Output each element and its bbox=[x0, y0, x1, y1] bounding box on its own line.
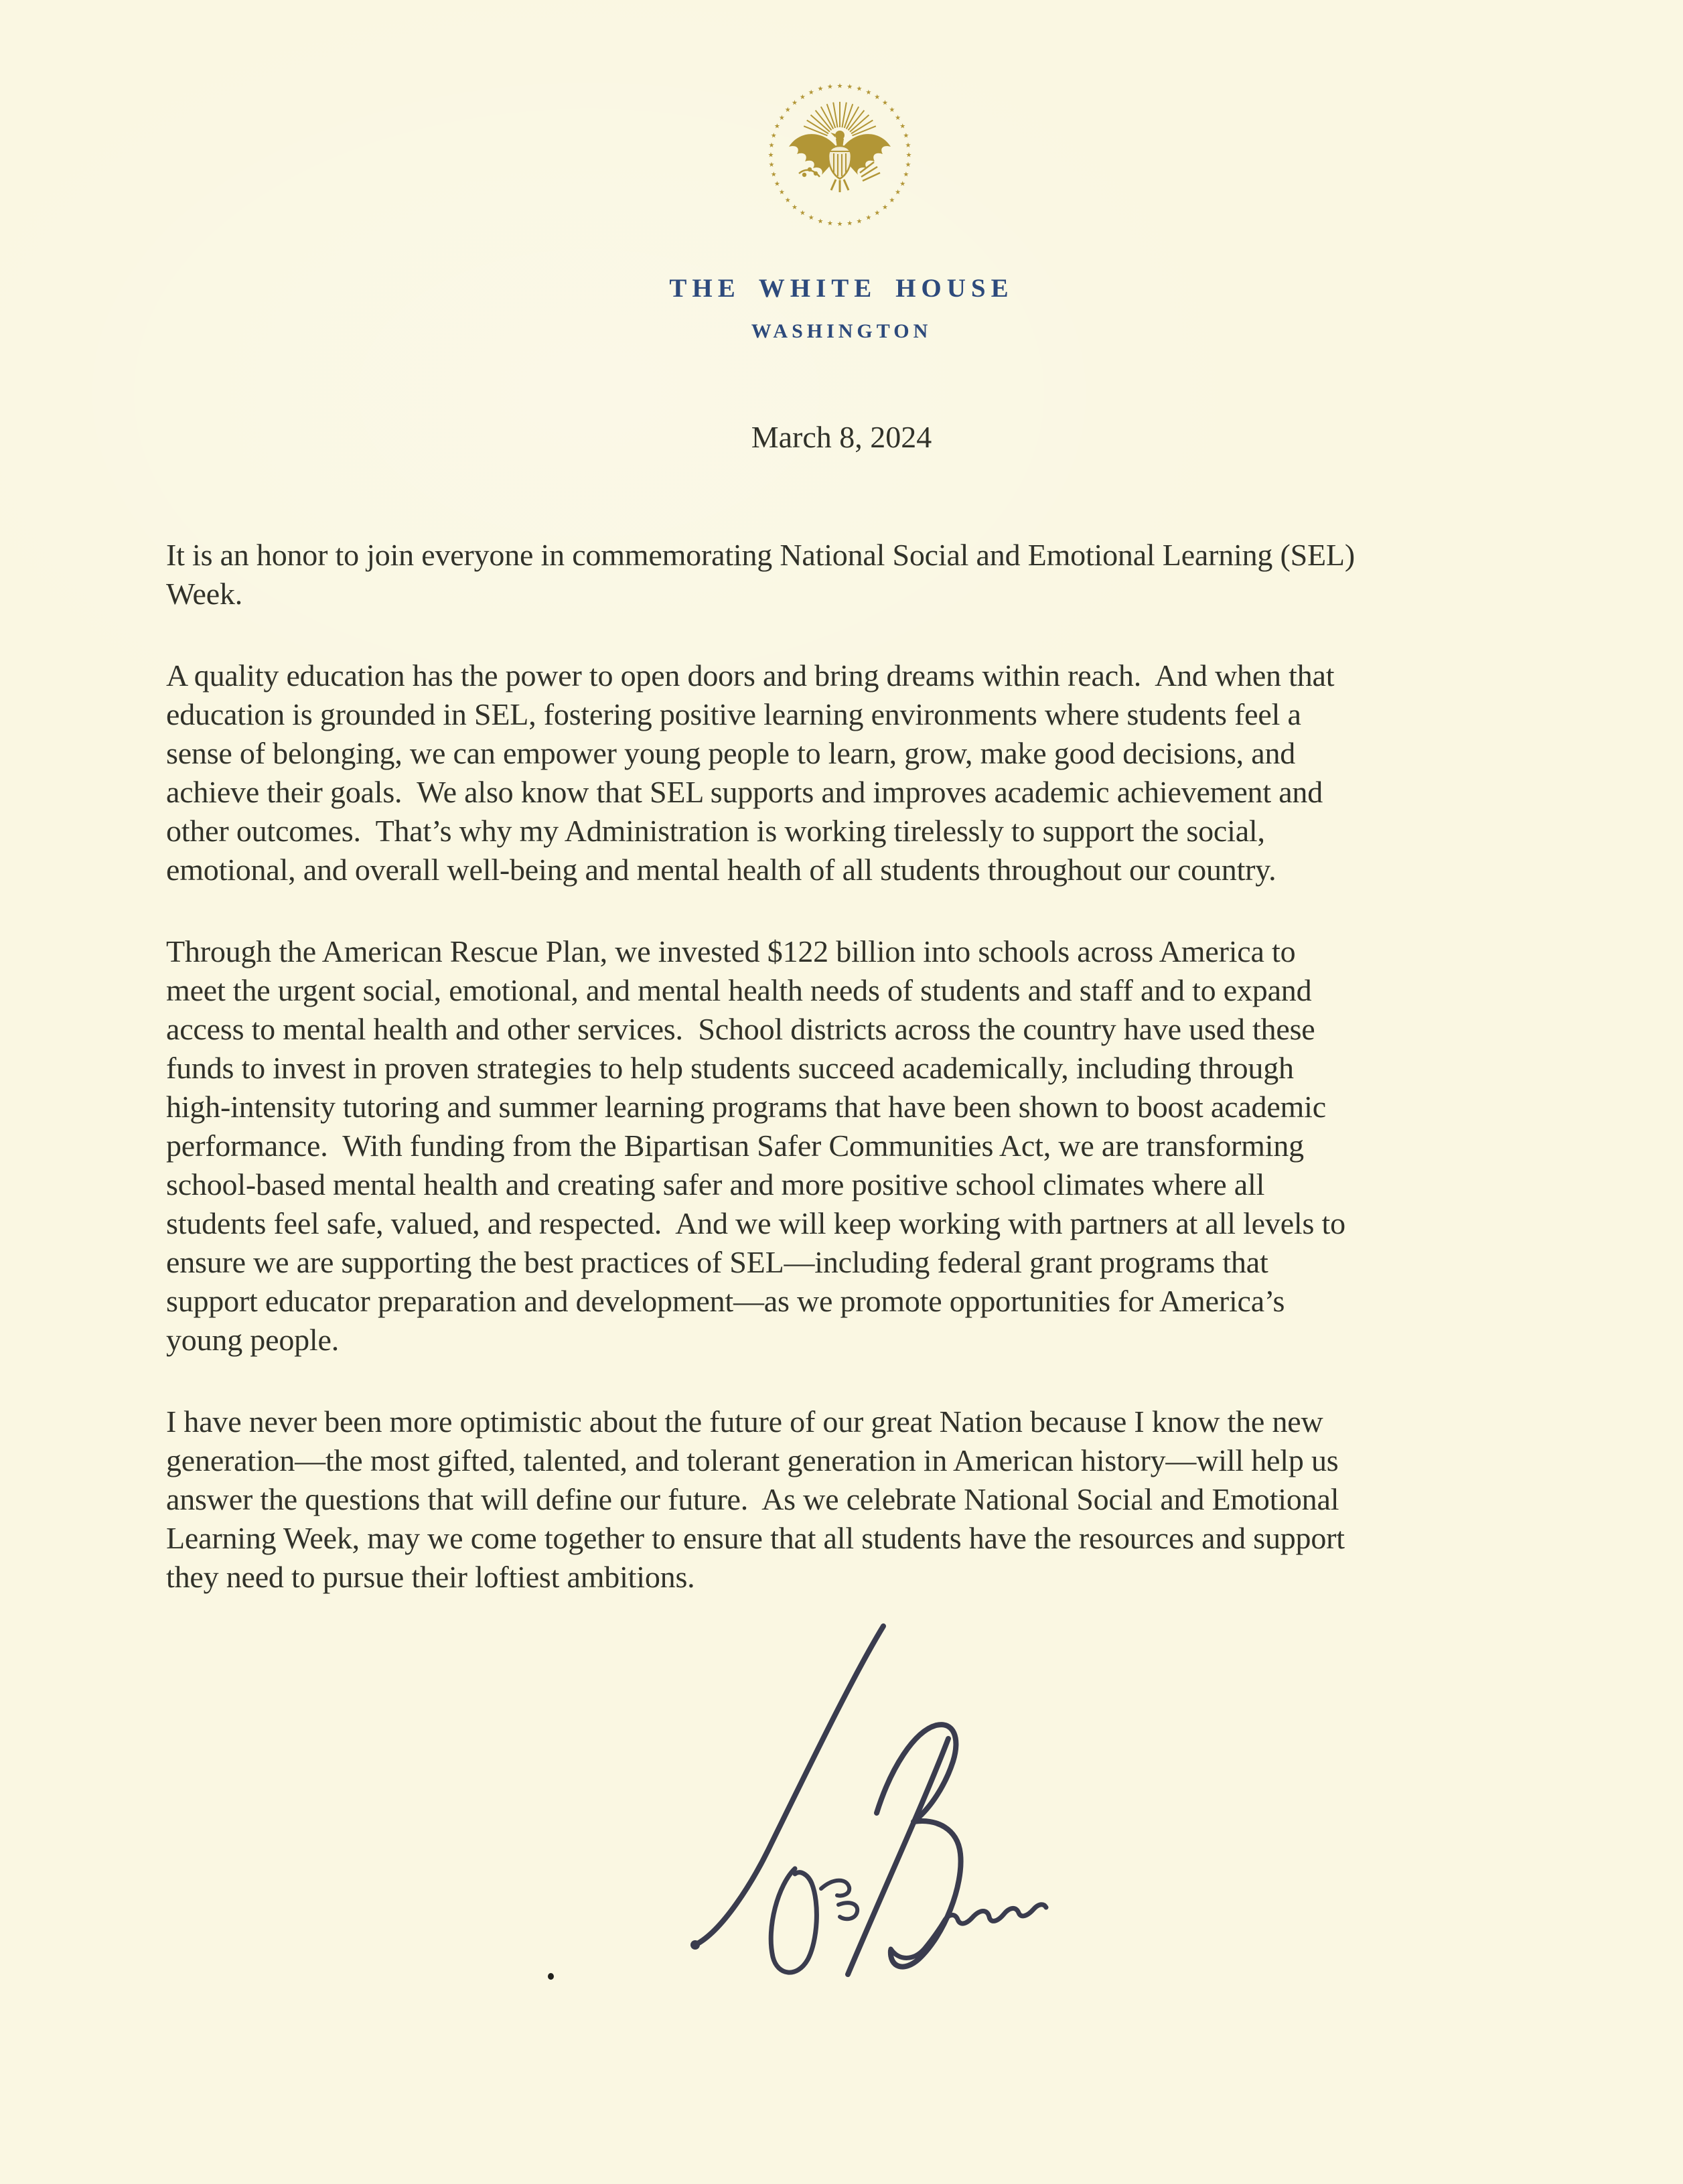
text-line: young people. bbox=[166, 1323, 340, 1357]
seal-star: ★ bbox=[895, 189, 901, 197]
text-line: I have never been more optimistic about the future of our great Nation because I know the new bbox=[166, 1404, 1323, 1439]
seal-star: ★ bbox=[774, 123, 780, 131]
seal-star: ★ bbox=[826, 220, 833, 228]
text-line: Through the American Rescue Plan, we invested $122 billion into schools across America to bbox=[166, 934, 1296, 968]
seal-star: ★ bbox=[889, 197, 895, 204]
text-line: achieve their goals. We also know that SEL supports and improves academic achievement and bbox=[166, 775, 1323, 809]
seal-star: ★ bbox=[808, 88, 814, 96]
seal-star: ★ bbox=[799, 93, 806, 101]
presidential-seal-icon bbox=[766, 82, 913, 229]
signature bbox=[630, 1601, 1098, 2003]
paragraph bbox=[166, 932, 1546, 1360]
seal-star: ★ bbox=[784, 197, 791, 204]
seal-star: ★ bbox=[865, 88, 872, 96]
eagle-tail bbox=[831, 179, 849, 192]
text-line: performance. With funding from the Bipartisan Safer Communities Act, we are transforming bbox=[166, 1129, 1304, 1163]
seal-star: ★ bbox=[792, 204, 798, 212]
seal-star: ★ bbox=[836, 82, 843, 90]
seal-star: ★ bbox=[905, 161, 911, 169]
text-line: school-based mental health and creating safer and more positive school climates where all bbox=[166, 1167, 1265, 1202]
seal-star: ★ bbox=[882, 204, 888, 212]
letter-body bbox=[166, 536, 1546, 1640]
ink-dot bbox=[548, 1973, 554, 1980]
seal-star: ★ bbox=[799, 210, 806, 218]
seal-star: ★ bbox=[836, 220, 843, 228]
text-line: funds to invest in proven strategies to help students succeed academically, including through bbox=[166, 1051, 1294, 1085]
text-line: support educator preparation and development—as we promote opportunities for America’s bbox=[166, 1284, 1285, 1318]
text-line: students feel safe, valued, and respected. And we will keep working with partners at all levels to bbox=[166, 1206, 1345, 1240]
paragraph bbox=[166, 656, 1546, 889]
seal-star: ★ bbox=[808, 214, 814, 222]
text-line: they need to pursue their loftiest ambitions. bbox=[166, 1560, 695, 1594]
seal-star: ★ bbox=[905, 141, 911, 149]
text-line: meet the urgent social, emotional, and mental health needs of students and staff and to expand bbox=[166, 973, 1312, 1007]
letterhead-title: THE WHITE HOUSE bbox=[669, 274, 1014, 303]
seal-star: ★ bbox=[817, 218, 824, 226]
seal-star: ★ bbox=[847, 83, 853, 91]
olive-leaf bbox=[808, 167, 812, 171]
text-line: access to mental health and other services. School districts across the country have used these bbox=[166, 1012, 1315, 1046]
seal-star: ★ bbox=[774, 180, 780, 188]
seal-star: ★ bbox=[874, 210, 881, 218]
seal-star: ★ bbox=[865, 214, 872, 222]
seal-star: ★ bbox=[889, 106, 895, 114]
seal-star: ★ bbox=[817, 85, 824, 93]
seal-star: ★ bbox=[895, 114, 901, 122]
seal-star: ★ bbox=[899, 123, 906, 131]
seal-star: ★ bbox=[778, 114, 785, 122]
paragraph bbox=[166, 536, 1546, 613]
text-line: generation—the most gifted, talented, and tolerant generation in American history—will help us bbox=[166, 1443, 1339, 1477]
text-line: emotional, and overall well-being and mental health of all students throughout our country. bbox=[166, 853, 1276, 887]
seal-star: ★ bbox=[856, 218, 863, 226]
seal-star: ★ bbox=[792, 99, 798, 107]
text-line: Learning Week, may we come together to ensure that all students have the resources and support bbox=[166, 1521, 1345, 1555]
seal-star: ★ bbox=[768, 161, 775, 169]
text-line: answer the questions that will define our future. As we celebrate National Social and Emotional bbox=[166, 1482, 1339, 1516]
seal-star: ★ bbox=[768, 141, 775, 149]
seal-star: ★ bbox=[767, 151, 774, 159]
olive-leaf bbox=[814, 171, 818, 175]
eagle-beak bbox=[830, 133, 835, 137]
seal-star: ★ bbox=[770, 171, 777, 179]
text-line: It is an honor to join everyone in commemorating National Social and Emotional Learning (SEL) bbox=[166, 538, 1355, 572]
seal-star: ★ bbox=[784, 106, 791, 114]
seal-star: ★ bbox=[903, 132, 909, 140]
seal-star: ★ bbox=[856, 85, 863, 93]
paragraph bbox=[166, 1402, 1546, 1597]
text-line: ensure we are supporting the best practices of SEL—including federal grant programs that bbox=[166, 1245, 1268, 1279]
seal-star: ★ bbox=[882, 99, 888, 107]
eagle-head bbox=[835, 131, 845, 140]
letter-date: March 8, 2024 bbox=[751, 420, 932, 454]
seal-star: ★ bbox=[847, 220, 853, 228]
seal-star: ★ bbox=[770, 132, 777, 140]
seal-star: ★ bbox=[778, 189, 785, 197]
text-line: other outcomes. That’s why my Administration is working tirelessly to support the social, bbox=[166, 814, 1265, 848]
olive-leaf bbox=[802, 173, 806, 177]
text-line: Week. bbox=[166, 577, 243, 611]
seal-star: ★ bbox=[905, 151, 912, 159]
text-line: sense of belonging, we can empower young people to learn, grow, make good decisions, and bbox=[166, 736, 1296, 770]
text-line: high-intensity tutoring and summer learning programs that have been shown to boost academic bbox=[166, 1090, 1326, 1124]
seal-star: ★ bbox=[874, 93, 881, 101]
seal-star: ★ bbox=[826, 83, 833, 91]
text-line: A quality education has the power to open doors and bring dreams within reach. And when that bbox=[166, 658, 1335, 693]
text-line: education is grounded in SEL, fostering positive learning environments where students feel a bbox=[166, 697, 1301, 731]
seal-star: ★ bbox=[899, 180, 906, 188]
letterhead-location: WASHINGTON bbox=[751, 320, 932, 342]
seal-star: ★ bbox=[903, 171, 909, 179]
